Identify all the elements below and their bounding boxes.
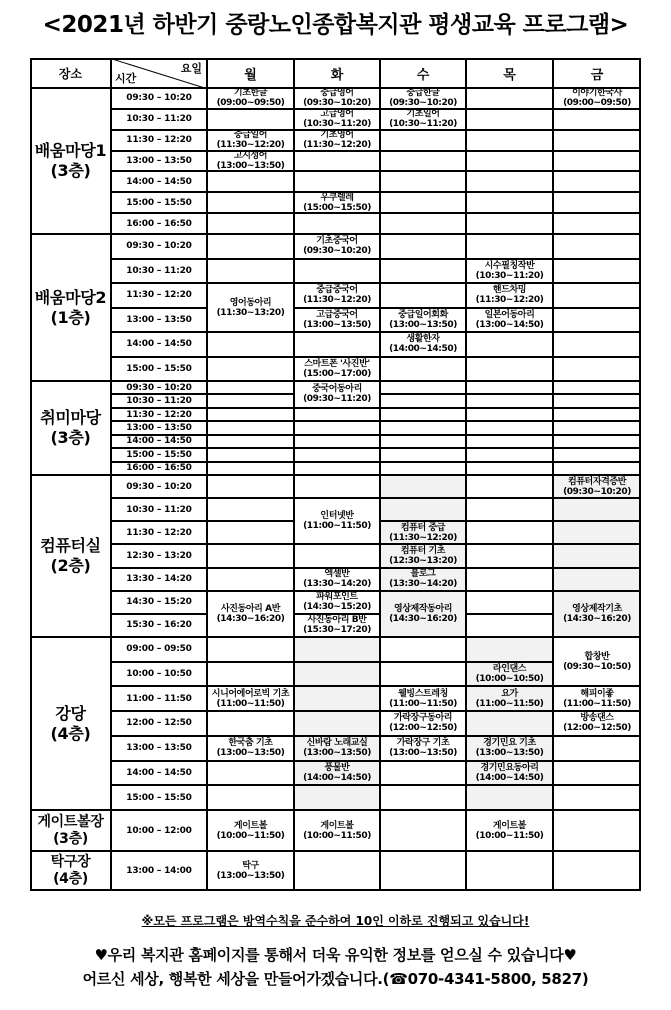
empty-cell <box>380 435 466 448</box>
time-slot: 10:30 – 11:20 <box>111 498 207 521</box>
quarantine-notice: ※모든 프로그램은 방역수칙을 준수하여 10인 이하로 진행되고 있습니다! <box>141 914 530 928</box>
empty-cell <box>207 408 294 421</box>
empty-cell <box>553 462 641 475</box>
program-entry: 경기민요 기초 (13:00~13:50) <box>467 737 552 760</box>
program-entry: 가락장구 기초 (13:00~13:50) <box>381 737 465 760</box>
time-slot: 16:00 – 16:50 <box>111 213 207 234</box>
empty-cell <box>380 259 466 284</box>
time-slot: 09:30 – 10:20 <box>111 475 207 498</box>
empty-cell <box>553 736 641 761</box>
empty-cell <box>380 283 466 308</box>
empty-cell <box>466 435 553 448</box>
empty-cell <box>466 851 553 891</box>
time-slot: 13:30 – 14:20 <box>111 568 207 591</box>
empty-cell <box>207 394 294 407</box>
time-slot: 15:00 – 15:50 <box>111 785 207 810</box>
program-entry: 방송댄스 (12:00~12:50) <box>554 712 640 735</box>
empty-cell <box>553 213 641 234</box>
empty-cell <box>294 475 380 498</box>
room-floor: (1층) <box>50 307 91 327</box>
program-entry: 고급중국어 (13:00~13:50) <box>295 309 379 332</box>
empty-cell <box>553 308 641 333</box>
empty-cell <box>207 761 294 786</box>
empty-cell <box>466 448 553 461</box>
empty-cell <box>553 435 641 448</box>
empty-cell <box>380 662 466 687</box>
program-entry: 풍물반 (14:00~14:50) <box>295 762 379 785</box>
empty-cell <box>380 498 466 521</box>
empty-cell <box>466 521 553 544</box>
program-entry: 신바람 노래교실 (13:00~13:50) <box>295 737 379 760</box>
empty-cell <box>466 785 553 810</box>
program-entry: 스마트폰 '사진반' (15:00~17:00) <box>295 358 379 381</box>
empty-cell <box>294 711 380 736</box>
empty-cell <box>553 130 641 151</box>
empty-cell <box>553 192 641 213</box>
empty-cell <box>466 421 553 434</box>
program-entry: 인터넷반 (11:00~11:50) <box>295 499 379 543</box>
time-slot: 12:00 – 12:50 <box>111 711 207 736</box>
empty-cell <box>380 462 466 475</box>
time-slot: 14:00 – 14:50 <box>111 435 207 448</box>
empty-cell <box>207 213 294 234</box>
header-day-2: 수 <box>380 58 466 88</box>
empty-cell <box>294 662 380 687</box>
empty-cell <box>380 448 466 461</box>
room-name: 배움마당1 <box>34 141 107 160</box>
program-entry: 영어동아리 (11:30~13:20) <box>208 284 293 331</box>
program-entry: 기초중국어 (09:30~10:20) <box>295 235 379 258</box>
time-slot: 14:00 – 14:50 <box>111 761 207 786</box>
room-name: 컴퓨터실 <box>40 536 101 555</box>
empty-cell <box>380 357 466 382</box>
empty-cell <box>207 498 294 521</box>
program-entry: 가락장구동아리 (12:00~12:50) <box>381 712 465 735</box>
empty-cell <box>380 213 466 234</box>
program-entry: 생활한자 (14:00~14:50) <box>381 333 465 356</box>
room-cell <box>30 234 111 381</box>
empty-cell <box>553 810 641 851</box>
empty-cell <box>553 259 641 284</box>
time-slot: 14:00 – 14:50 <box>111 171 207 192</box>
room-cell <box>30 88 111 234</box>
empty-cell <box>466 614 553 637</box>
program-entry: 기초일어 (10:30~11:20) <box>381 110 465 129</box>
time-slot: 15:30 – 16:20 <box>111 614 207 637</box>
empty-cell <box>294 151 380 172</box>
empty-cell <box>553 421 641 434</box>
empty-cell <box>466 637 553 662</box>
program-entry: 요가 (11:00~11:50) <box>467 687 552 710</box>
program-entry: 사진동아리 B반 (15:30~17:20) <box>295 615 379 636</box>
room-floor: (3층) <box>53 830 88 847</box>
empty-cell <box>207 259 294 284</box>
program-entry: 게이트볼 (10:00~11:50) <box>295 811 379 850</box>
empty-cell <box>553 785 641 810</box>
empty-cell <box>207 171 294 192</box>
room-name: 취미마당 <box>40 408 101 427</box>
room-name: 강당 <box>55 703 86 723</box>
empty-cell <box>294 421 380 434</box>
header-day-label: 요일 <box>180 62 202 75</box>
program-entry: 파워포인트 (14:30~15:20) <box>295 592 379 613</box>
empty-cell <box>380 171 466 192</box>
empty-cell <box>466 475 553 498</box>
empty-cell <box>294 544 380 567</box>
program-entry: 시수필칭작반 (10:30~11:20) <box>467 260 552 283</box>
program-entry: 한국춤 기초 (13:00~13:50) <box>208 737 293 760</box>
empty-cell <box>294 408 380 421</box>
empty-cell <box>294 686 380 711</box>
empty-cell <box>553 283 641 308</box>
time-slot: 09:30 – 10:20 <box>111 381 207 394</box>
program-entry: 핸드차밍 (11:30~12:20) <box>467 284 552 307</box>
time-slot: 10:30 – 11:20 <box>111 259 207 284</box>
empty-cell <box>207 521 294 544</box>
time-slot: 14:30 – 15:20 <box>111 591 207 614</box>
empty-cell <box>380 381 466 394</box>
time-slot: 09:30 – 10:20 <box>111 234 207 259</box>
header-day-1: 화 <box>294 58 380 88</box>
empty-cell <box>380 851 466 891</box>
empty-cell <box>207 192 294 213</box>
time-slot: 13:00 – 13:50 <box>111 151 207 172</box>
empty-cell <box>207 785 294 810</box>
time-slot: 14:00 – 14:50 <box>111 332 207 357</box>
program-entry: 컴퓨터 기초 (12:30~13:20) <box>381 545 465 566</box>
homepage-notice: ♥우리 복지관 홈페이지를 통해서 더욱 유익한 정보를 얻으실 수 있습니다♥ <box>94 946 577 964</box>
empty-cell <box>294 851 380 891</box>
empty-cell <box>466 171 553 192</box>
header-place: 장소 <box>30 58 111 88</box>
program-entry: 중급중국어 (11:30~12:20) <box>295 284 379 307</box>
empty-cell <box>380 637 466 662</box>
empty-cell <box>466 711 553 736</box>
empty-cell <box>553 408 641 421</box>
time-slot: 13:00 – 13:50 <box>111 736 207 761</box>
program-entry: 탁구 (13:00~13:50) <box>208 852 293 890</box>
program-entry: 웰빙스트레칭 (11:00~11:50) <box>381 687 465 710</box>
empty-cell <box>207 109 294 130</box>
empty-cell <box>553 568 641 591</box>
program-entry: 게이트볼 (10:00~11:50) <box>208 811 293 850</box>
empty-cell <box>294 448 380 461</box>
program-entry: 기초한글 (09:00~09:50) <box>208 89 293 108</box>
program-entry: 중급일어 (11:30~12:20) <box>208 131 293 150</box>
empty-cell <box>553 851 641 891</box>
empty-cell <box>207 421 294 434</box>
empty-cell <box>466 591 553 614</box>
time-slot: 10:30 – 11:20 <box>111 394 207 407</box>
empty-cell <box>466 462 553 475</box>
empty-cell <box>466 130 553 151</box>
time-slot: 11:30 – 12:20 <box>111 283 207 308</box>
empty-cell <box>553 394 641 407</box>
empty-cell <box>466 109 553 130</box>
empty-cell <box>466 88 553 109</box>
program-entry: 일본어동아리 (13:00~14:50) <box>467 309 552 332</box>
program-entry: 라인댄스 (10:00~10:50) <box>467 663 552 686</box>
header-day-4: 금 <box>553 58 641 88</box>
program-entry: 컴퓨터자격증반 (09:30~10:20) <box>554 476 640 497</box>
program-entry: 컴퓨터 중급 (11:30~12:20) <box>381 522 465 543</box>
empty-cell <box>553 761 641 786</box>
time-slot: 11:30 – 12:20 <box>111 130 207 151</box>
time-slot: 13:00 – 14:00 <box>111 851 207 891</box>
empty-cell <box>553 544 641 567</box>
program-entry: 중급영어 (09:30~10:20) <box>295 89 379 108</box>
empty-cell <box>466 332 553 357</box>
empty-cell <box>207 381 294 394</box>
program-entry: 이야기한국사 (09:00~09:50) <box>554 89 640 108</box>
time-slot: 11:30 – 12:20 <box>111 521 207 544</box>
empty-cell <box>207 448 294 461</box>
time-slot: 12:30 – 13:20 <box>111 544 207 567</box>
time-slot: 15:00 – 15:50 <box>111 192 207 213</box>
room-floor: (4층) <box>50 723 91 743</box>
empty-cell <box>466 394 553 407</box>
empty-cell <box>466 381 553 394</box>
empty-cell <box>380 130 466 151</box>
empty-cell <box>294 637 380 662</box>
page-title: <2021년 하반기 중랑노인종합복지관 평생교육 프로그램> <box>42 12 629 38</box>
empty-cell <box>466 544 553 567</box>
program-entry: 기초영어 (11:30~12:20) <box>295 131 379 150</box>
empty-cell <box>207 435 294 448</box>
program-entry: 영상제작동아리 (14:30~16:20) <box>381 592 465 636</box>
program-entry: 중급일어회화 (13:00~13:50) <box>381 309 465 332</box>
program-entry: 고시성어 (13:00~13:50) <box>208 152 293 171</box>
header-day-3: 목 <box>466 58 553 88</box>
empty-cell <box>553 151 641 172</box>
empty-cell <box>466 151 553 172</box>
empty-cell <box>553 171 641 192</box>
empty-cell <box>294 785 380 810</box>
empty-cell <box>380 761 466 786</box>
empty-cell <box>553 109 641 130</box>
time-slot: 11:00 – 11:50 <box>111 686 207 711</box>
time-slot: 11:30 – 12:20 <box>111 408 207 421</box>
room-name: 탁구장 <box>50 854 91 870</box>
empty-cell <box>207 357 294 382</box>
time-slot: 16:00 – 16:50 <box>111 462 207 475</box>
empty-cell <box>207 462 294 475</box>
time-slot: 10:00 – 12:00 <box>111 810 207 851</box>
header-time-day <box>111 58 207 88</box>
empty-cell <box>553 448 641 461</box>
room-floor: (4층) <box>53 871 88 887</box>
empty-cell <box>553 234 641 259</box>
empty-cell <box>380 151 466 172</box>
program-entry: 합창반 (09:30~10:50) <box>554 638 640 685</box>
empty-cell <box>294 259 380 284</box>
empty-cell <box>466 498 553 521</box>
header-time-label: 시간 <box>115 72 137 85</box>
empty-cell <box>466 357 553 382</box>
time-slot: 09:30 – 10:20 <box>111 88 207 109</box>
time-slot: 13:00 – 13:50 <box>111 421 207 434</box>
empty-cell <box>380 810 466 851</box>
empty-cell <box>380 234 466 259</box>
room-cell <box>30 475 111 637</box>
time-slot: 13:00 – 13:50 <box>111 308 207 333</box>
program-entry: 게이트볼 (10:00~11:50) <box>467 811 552 850</box>
empty-cell <box>380 408 466 421</box>
program-entry: 블로그 (13:30~14:20) <box>381 569 465 590</box>
time-slot: 09:00 – 09:50 <box>111 637 207 662</box>
program-entry: 우쿠렐레 (15:00~15:50) <box>295 193 379 212</box>
room-floor: (3층) <box>50 161 91 180</box>
program-entry: 중급한글 (09:30~10:20) <box>381 89 465 108</box>
empty-cell <box>294 332 380 357</box>
empty-cell <box>207 475 294 498</box>
program-entry: 고급영어 (10:30~11:20) <box>295 110 379 129</box>
program-entry: 해피이좋 (11:00~11:50) <box>554 687 640 710</box>
empty-cell <box>553 521 641 544</box>
empty-cell <box>466 213 553 234</box>
program-entry: 경기민요동아리 (14:00~14:50) <box>467 762 552 785</box>
empty-cell <box>380 394 466 407</box>
empty-cell <box>294 462 380 475</box>
room-cell <box>30 381 111 475</box>
program-entry: 엑셀반 (13:30~14:20) <box>295 569 379 590</box>
room-cell <box>30 851 111 891</box>
empty-cell <box>466 568 553 591</box>
contact-line: 어르신 세상, 행복한 세상을 만들어가겠습니다.(☎070-4341-5800, 5827) <box>82 970 589 988</box>
empty-cell <box>553 381 641 394</box>
empty-cell <box>380 421 466 434</box>
program-entry: 시니어에어로빅 기초 (11:00~11:50) <box>208 687 293 710</box>
empty-cell <box>207 711 294 736</box>
empty-cell <box>380 785 466 810</box>
empty-cell <box>466 192 553 213</box>
program-entry: 중국어동아리 (09:30~11:20) <box>295 382 379 407</box>
room-name: 배움마당2 <box>34 287 107 307</box>
room-name: 게이트볼장 <box>37 813 104 830</box>
empty-cell <box>294 171 380 192</box>
room-floor: (2층) <box>50 556 91 575</box>
time-slot: 10:30 – 11:20 <box>111 109 207 130</box>
room-floor: (3층) <box>50 428 91 447</box>
empty-cell <box>553 498 641 521</box>
room-cell <box>30 637 111 810</box>
empty-cell <box>553 332 641 357</box>
empty-cell <box>207 544 294 567</box>
empty-cell <box>207 662 294 687</box>
program-entry: 영상제작기초 (14:30~16:20) <box>554 592 640 636</box>
time-slot: 15:00 – 15:50 <box>111 357 207 382</box>
empty-cell <box>553 357 641 382</box>
time-slot: 10:00 – 10:50 <box>111 662 207 687</box>
program-entry: 사진동아리 A반 (14:30~16:20) <box>208 592 293 636</box>
empty-cell <box>380 475 466 498</box>
empty-cell <box>294 435 380 448</box>
empty-cell <box>207 637 294 662</box>
room-cell <box>30 810 111 851</box>
empty-cell <box>207 234 294 259</box>
time-slot: 15:00 – 15:50 <box>111 448 207 461</box>
empty-cell <box>207 332 294 357</box>
header-day-0: 월 <box>207 58 294 88</box>
empty-cell <box>294 213 380 234</box>
empty-cell <box>380 192 466 213</box>
empty-cell <box>466 408 553 421</box>
empty-cell <box>207 568 294 591</box>
empty-cell <box>466 234 553 259</box>
